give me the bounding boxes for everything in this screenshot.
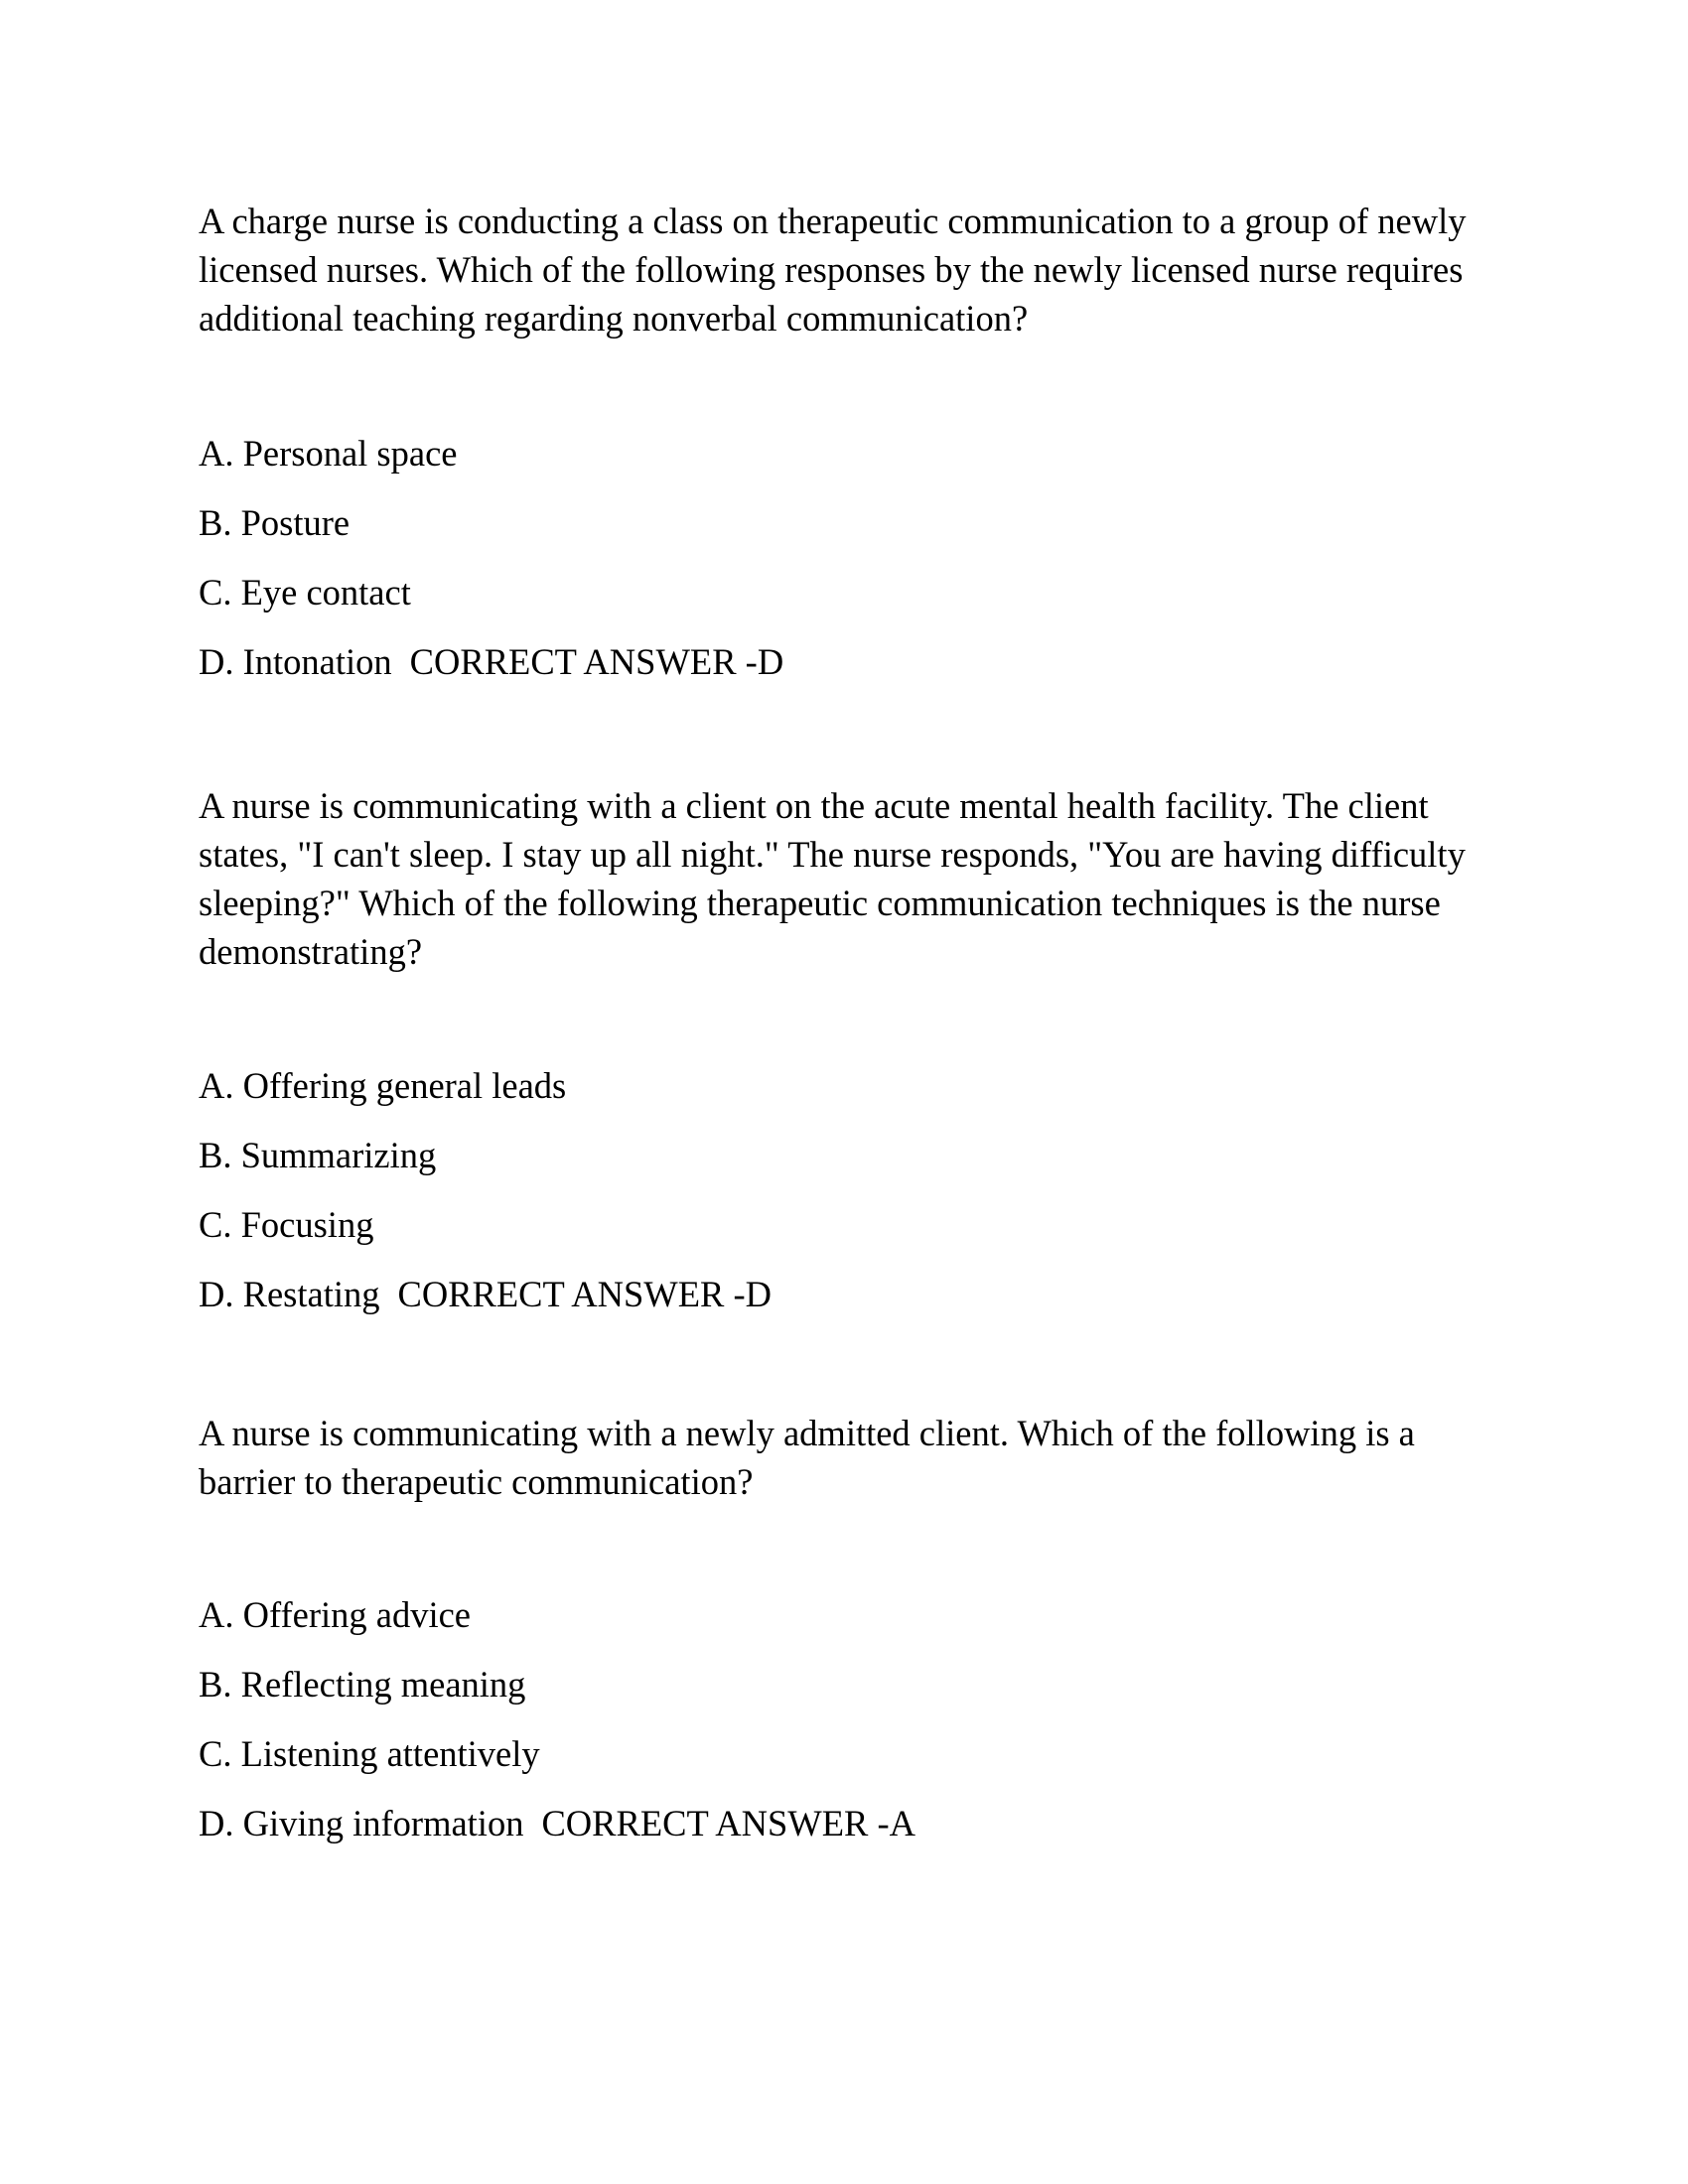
- question-1: [199, 197, 1489, 682]
- question-3: [199, 1409, 1489, 1843]
- option-b: [199, 498, 1489, 568]
- option-d: [199, 1270, 1489, 1339]
- question-2: [199, 781, 1489, 1314]
- option-a-label: A. Offering advice: [199, 1594, 471, 1635]
- option-b: [199, 1131, 1489, 1200]
- option-c-label: C. Listening attentively: [199, 1733, 540, 1774]
- question-3-text: A nurse is communicating with a newly admitted client. Which of the following is a barrier to therapeutic communication?: [199, 1413, 1415, 1502]
- option-d-label: D. Intonation: [199, 641, 392, 682]
- option-a: [199, 1061, 1489, 1131]
- option-c: [199, 568, 1489, 637]
- question-3-options: [199, 1590, 1489, 1868]
- option-d-label: D. Restating: [199, 1274, 380, 1314]
- option-b-label: B. Reflecting meaning: [199, 1664, 526, 1705]
- correct-answer: CORRECT ANSWER -D: [397, 1274, 773, 1314]
- option-b-label: B. Posture: [199, 502, 351, 543]
- option-c-label: C. Eye contact: [199, 572, 411, 613]
- option-d: [199, 637, 1489, 707]
- option-a: [199, 1590, 1489, 1660]
- correct-answer: CORRECT ANSWER -A: [541, 1803, 915, 1843]
- option-b: [199, 1660, 1489, 1729]
- option-a-label: A. Personal space: [199, 433, 458, 474]
- option-c: [199, 1200, 1489, 1270]
- option-c: [199, 1729, 1489, 1799]
- option-a: [199, 429, 1489, 498]
- question-1-options: [199, 429, 1489, 707]
- option-b-label: B. Summarizing: [199, 1135, 437, 1175]
- option-d-label: D. Giving information: [199, 1803, 524, 1843]
- option-c-label: C. Focusing: [199, 1204, 374, 1245]
- question-1-text: A charge nurse is conducting a class on therapeutic communication to a group of newly licensed nurses. Which of the following responses by the newly licensed nurse requires additional teaching regarding nonverbal communication?: [199, 201, 1467, 339]
- question-2-text: A nurse is communicating with a client on the acute mental health facility. The client states, "I can't sleep. I stay up all night." The nurse responds, "You are having difficulty sleeping?" Which of the following therapeutic communication techniques is the nurse demonstrating?: [199, 785, 1466, 972]
- correct-answer: CORRECT ANSWER -D: [409, 641, 784, 682]
- question-2-options: [199, 1061, 1489, 1339]
- option-a-label: A. Offering general leads: [199, 1065, 567, 1106]
- option-d: [199, 1799, 1489, 1868]
